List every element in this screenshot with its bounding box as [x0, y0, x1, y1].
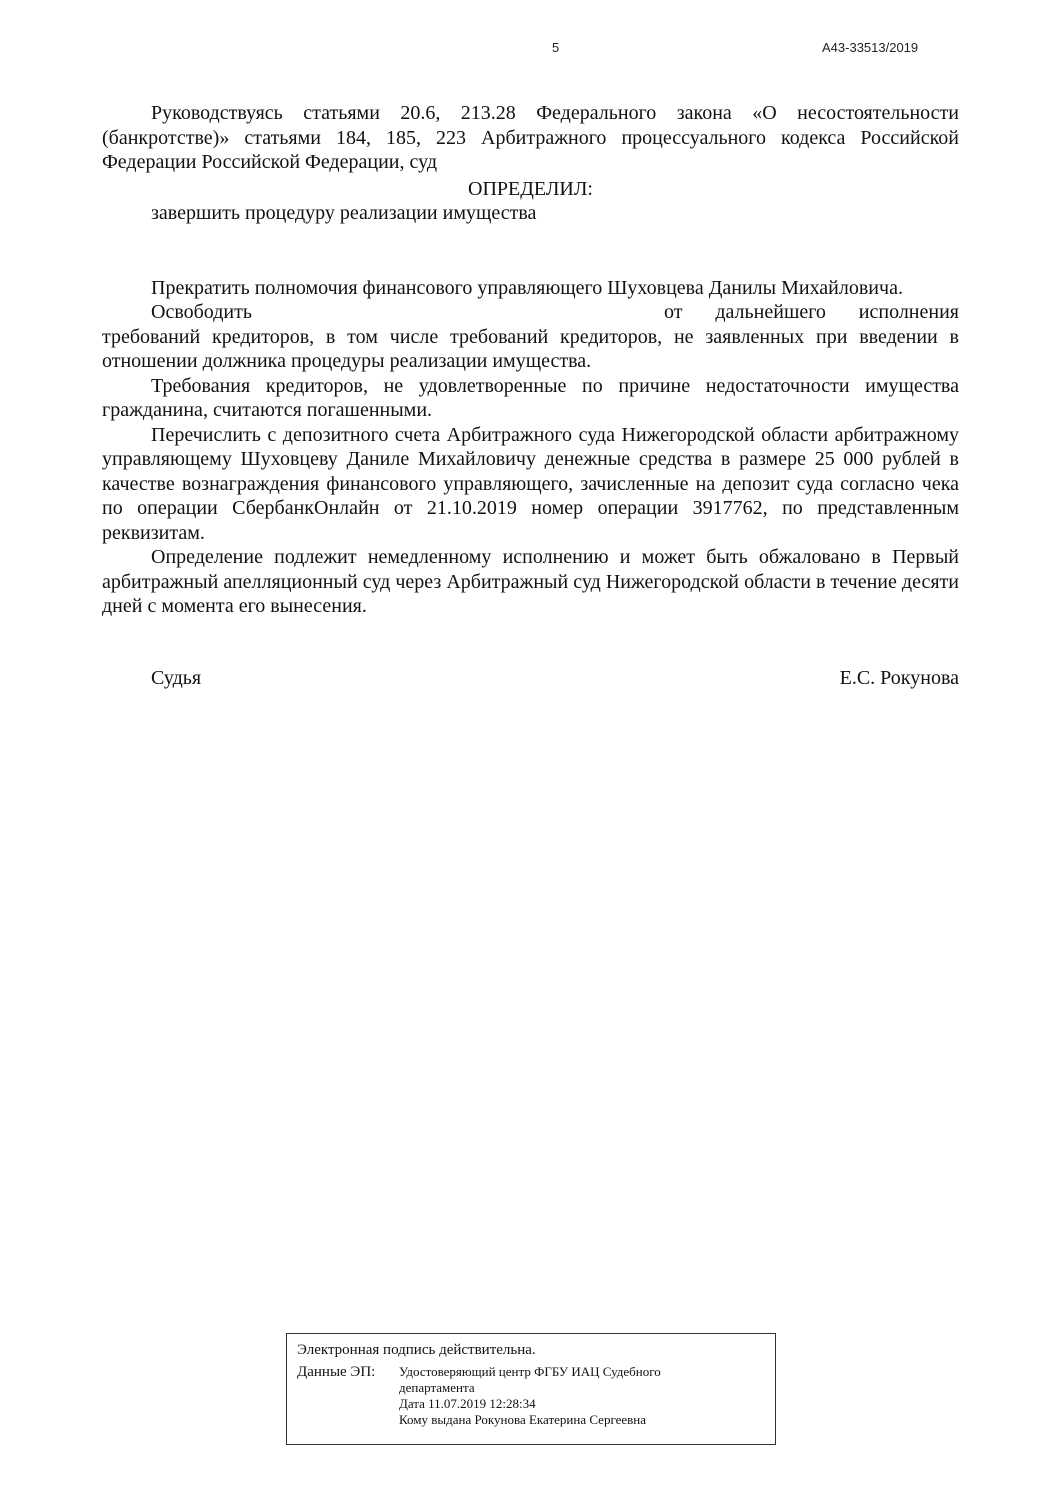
paragraph-terminate-powers: Прекратить полномочия финансового управляющего Шуховцева Данилы Михайловича. [151, 276, 903, 299]
document-body [102, 101, 959, 619]
case-number: А43-33513/2019 [822, 40, 919, 55]
stamp-label: Данные ЭП: [297, 1364, 376, 1380]
paragraph-release [102, 300, 959, 374]
stamp-line: Дата 11.07.2019 12:28:34 [399, 1396, 536, 1411]
paragraph-claims-settled: Требования кредиторов, не удовлетворенные по причине недостаточности имущества гражданина, считаются погашенными. [102, 374, 959, 421]
paragraph-transfer-funds: Перечислить с депозитного счета Арбитражного суда Нижегородской области арбитражному управляющему Шуховцеву Даниле Михайловичу денежные средства в размере 25 000 рублей в качестве вознаграждения финансового управляющего, зачисленные на депозит суда согласно чека по операции СбербанкОнлайн от 21.10.2019 номер операции 3917762, по представленным реквизитам. [102, 423, 959, 544]
signature-name: Е.С. Рокунова [839, 667, 959, 689]
paragraph-grounds: Руководствуясь статьями 20.6, 213.28 Федерального закона «О несостоятельности (банкротстве)» статьями 184, 185, 223 Арбитражного процессуального кодекса Российской Федерации Российской Федерации, суд [102, 102, 959, 173]
release-start: Освободить [151, 301, 252, 323]
signature-row [151, 667, 959, 690]
release-end: от дальнейшего исполнения требований кредиторов, в том числе требований кредиторов, не заявленных при введении в отношении должника процедуры реализации имущества. [102, 301, 959, 372]
signature-role: Судья [151, 667, 202, 689]
electronic-signature-stamp [286, 1333, 776, 1445]
paragraph-appeal: Определение подлежит немедленному исполнению и может быть обжаловано в Первый арбитражный апелляционный суд через Арбитражный суд Нижегородской области в течение десяти дней с момента его вынесения. [102, 546, 959, 617]
stamp-line: Кому выдана Рокунова Екатерина Сергеевна [399, 1412, 647, 1427]
stamp-title: Электронная подпись действительна. [297, 1342, 536, 1358]
stamp-line: Удостоверяющий центр ФГБУ ИАЦ Судебного [399, 1364, 661, 1379]
page-number: 5 [552, 40, 560, 55]
ruling-heading: ОПРЕДЕЛИЛ: [468, 177, 593, 200]
stamp-line: департамента [399, 1380, 475, 1395]
paragraph-complete-procedure: завершить процедуру реализации имущества [151, 202, 537, 224]
